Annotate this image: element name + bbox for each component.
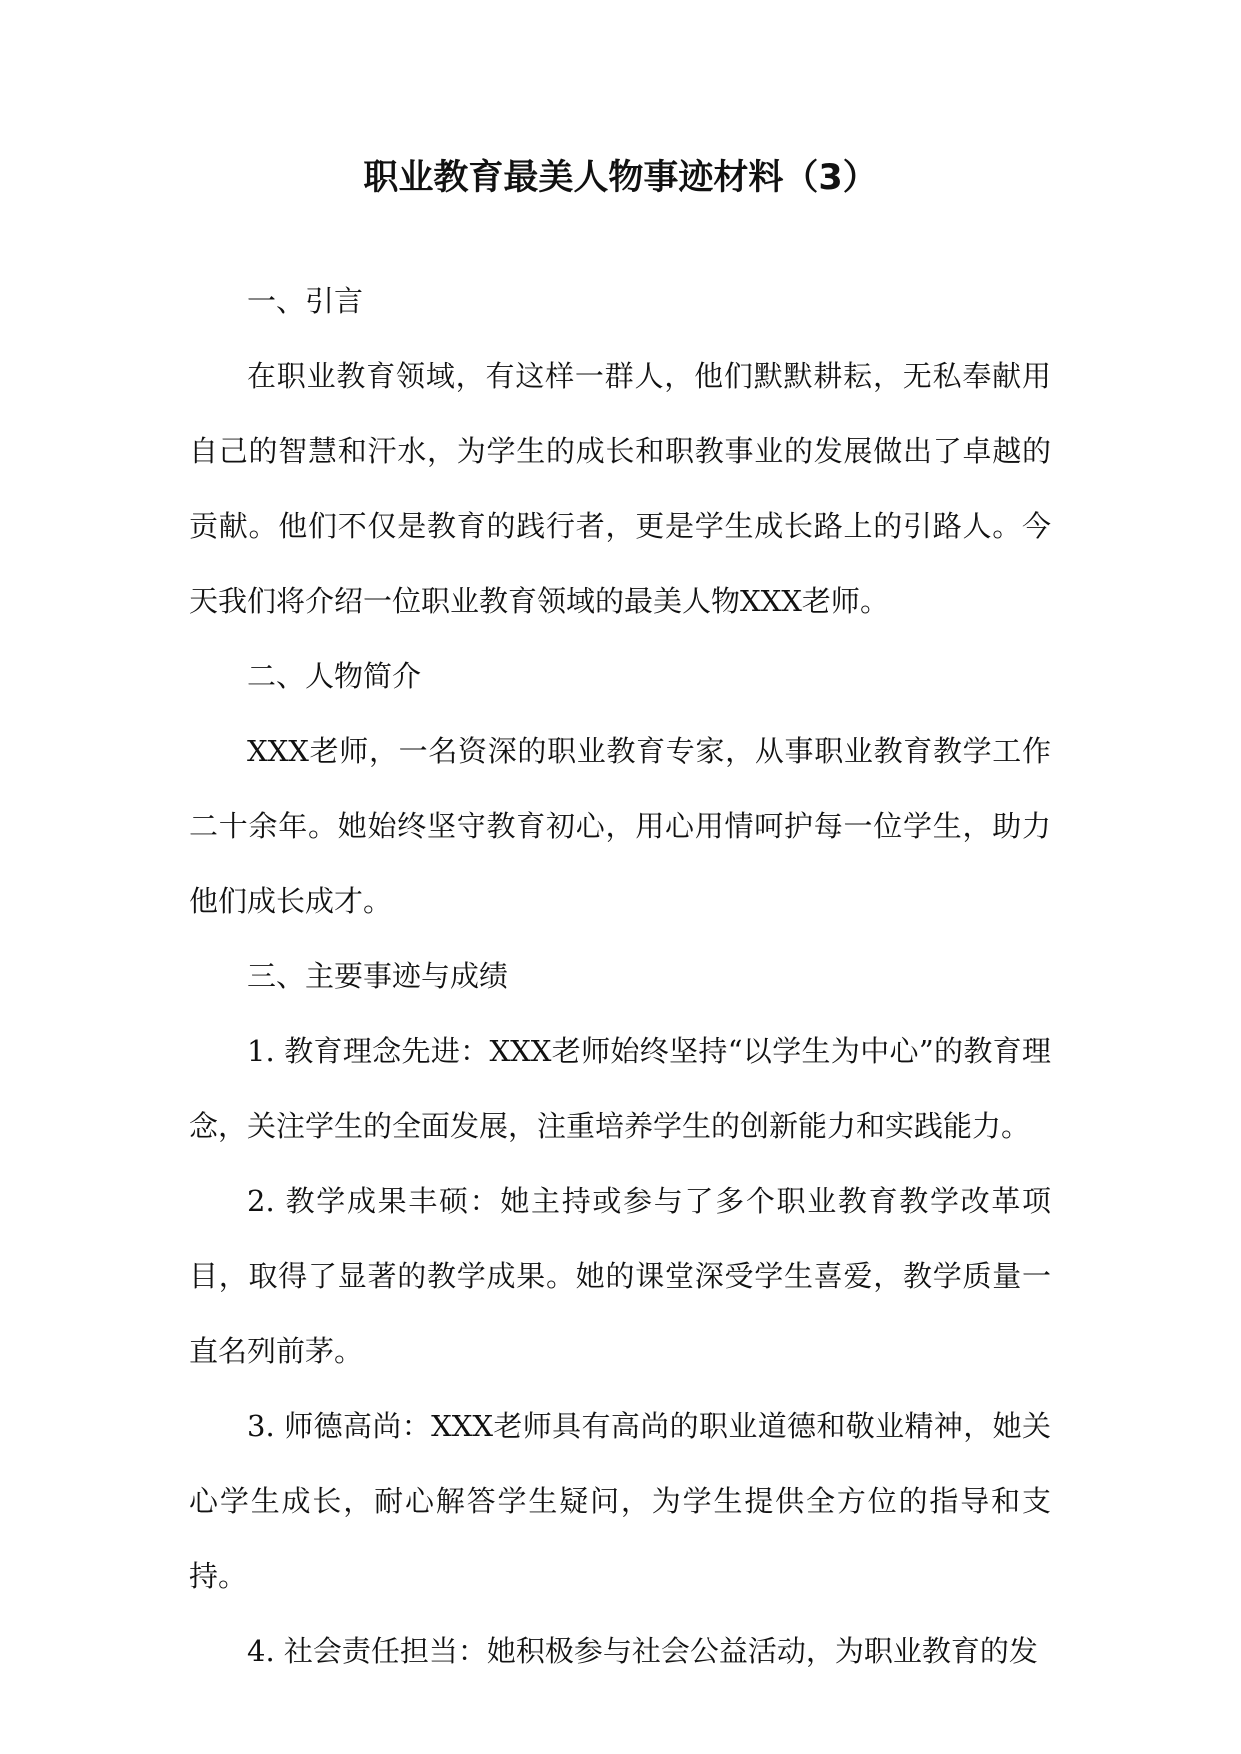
section-heading-introduction: 一、引言 (247, 284, 364, 318)
list-item-education-philosophy: 1. 教育理念先进：XXX老师始终坚持“以学生为中心”的教育理念，关注学生的全面发展，注重培养学生的创新能力和实践能力。 (189, 1034, 1051, 1143)
section-heading-profile: 二、人物简介 (247, 659, 422, 693)
paragraph-introduction: 在职业教育领域，有这样一群人，他们默默耕耘，无私奉献用自己的智慧和汗水，为学生的成长和职教事业的发展做出了卓越的贡献。他们不仅是教育的践行者，更是学生成长路上的引路人。今天我们将介绍一位职业教育领域的最美人物XXX老师。 (189, 359, 1051, 618)
list-item-teacher-ethics: 3. 师德高尚：XXX老师具有高尚的职业道德和敬业精神，她关心学生成长，耐心解答学生疑问，为学生提供全方位的指导和支持。 (189, 1409, 1051, 1593)
paragraph-profile: XXX老师，一名资深的职业教育专家，从事职业教育教学工作二十余年。她始终坚守教育初心，用心用情呵护每一位学生，助力他们成长成才。 (189, 734, 1051, 918)
document-body (189, 264, 1051, 1689)
list-item-teaching-results: 2. 教学成果丰硕：她主持或参与了多个职业教育教学改革项目，取得了显著的教学成果。她的课堂深受学生喜爱，教学质量一直名列前茅。 (189, 1184, 1051, 1368)
list-item-social-responsibility: 4. 社会责任担当：她积极参与社会公益活动，为职业教育的发 (247, 1634, 1038, 1668)
document-title: 职业教育最美人物事迹材料（3） (363, 158, 878, 198)
section-heading-achievements: 三、主要事迹与成绩 (247, 959, 509, 993)
